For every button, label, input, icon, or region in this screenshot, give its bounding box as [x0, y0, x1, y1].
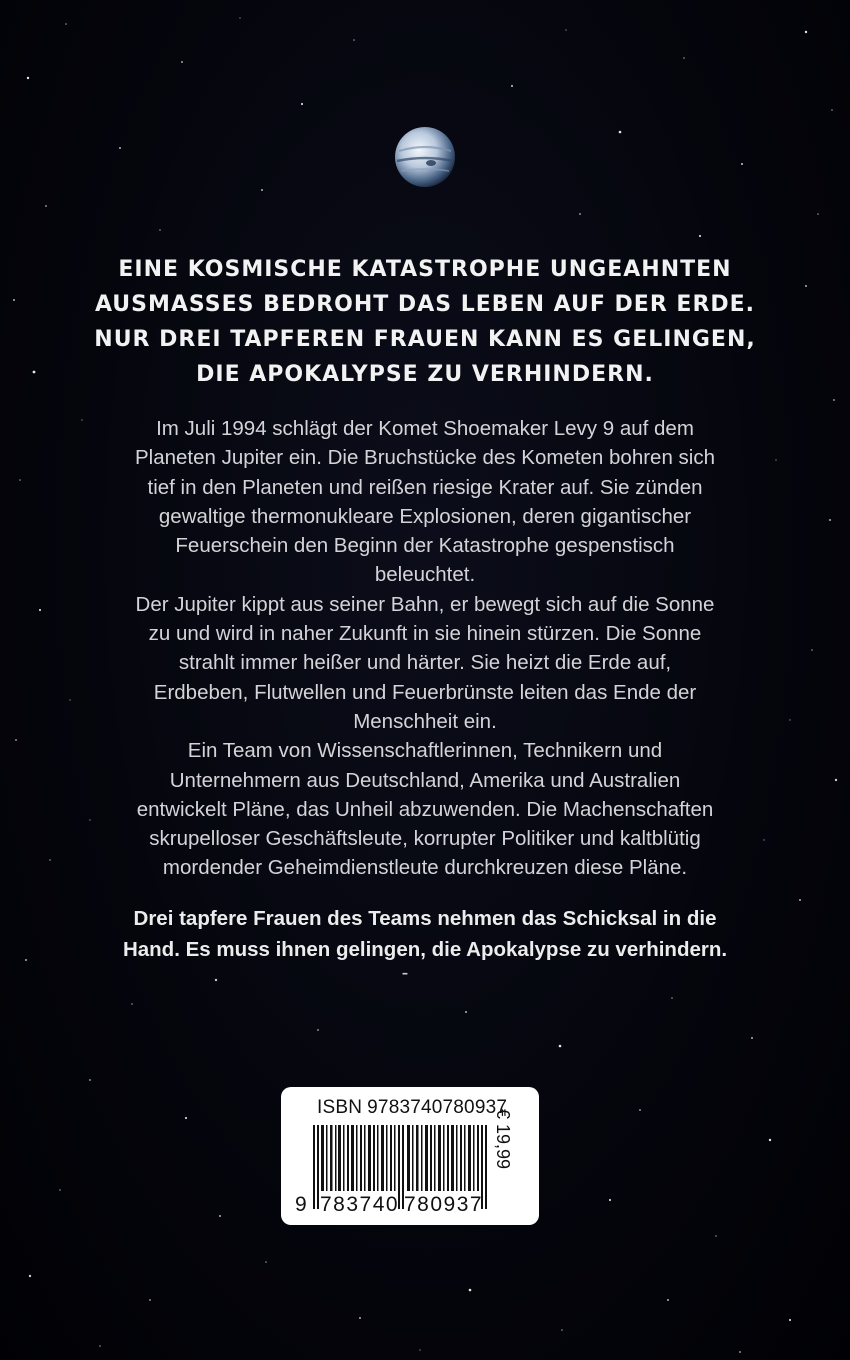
price-label: € 19,99	[493, 1109, 513, 1170]
blurb-line: gewaltige thermonukleare Explosionen, deren gigantischer	[158, 504, 692, 528]
isbn-number: 9783740780937	[367, 1097, 508, 1118]
blurb-line: Im Juli 1994 schlägt der Komet Shoemaker Levy 9 auf dem	[156, 417, 694, 440]
isbn-prefix: ISBN	[317, 1097, 363, 1118]
blurb-line: Ein Team von Wissenschaftlerinnen, Technikern und	[187, 739, 663, 763]
barcode-digit-first: 9	[295, 1193, 307, 1216]
barcode-digits-right: 780937	[404, 1193, 484, 1216]
blurb-line: Der Jupiter kippt aus seiner Bahn, er bewegt sich auf die Sonne	[135, 592, 715, 616]
barcode-digits-left: 783740	[320, 1193, 400, 1216]
blurb-line: Unternehmern aus Deutschland, Amerika und Australien	[169, 768, 681, 792]
blurb-line: skrupelloser Geschäftsleute, korrupter Politiker und kaltblütig	[149, 827, 701, 851]
closing-statement	[75, 903, 775, 965]
headline-line: DIE APOKALYPSE ZU VERHINDERN.	[196, 362, 654, 387]
headline-line: EINE KOSMISCHE KATASTROPHE UNGEAHNTEN	[118, 257, 732, 282]
closing-dash: -	[401, 962, 409, 984]
blurb-line: zu und wird in naher Zukunft in sie hinein stürzen. Die Sonne	[148, 622, 702, 646]
headline-line: NUR DREI TAPFEREN FRAUEN KANN ES GELINGEN,	[94, 327, 756, 352]
blurb-line: Menschheit ein.	[353, 709, 497, 733]
blurb-line: tief in den Planeten und reißen riesige Krater auf. Sie zünden	[147, 475, 703, 499]
headline	[60, 252, 790, 392]
blurb-text	[75, 414, 775, 883]
closing-line: Drei tapfere Frauen des Teams nehmen das Schicksal in die	[133, 907, 717, 930]
blurb-line: Erdbeben, Flutwellen und Feuerbrünste leiten das Ende der	[153, 680, 697, 704]
blurb-line: Feuerschein den Beginn der Katastrophe gespenstisch	[175, 534, 675, 558]
closing-line: Hand. Es muss ihnen gelingen, die Apokalypse zu verhindern.	[122, 938, 728, 961]
isbn-barcode-panel	[281, 1087, 539, 1225]
blurb-line: mordender Geheimdienstleute durchkreuzen diese Pläne.	[162, 856, 688, 880]
headline-line: AUSMASSES BEDROHT DAS LEBEN AUF DER ERDE.	[94, 292, 756, 317]
planet-jupiter-image	[393, 125, 457, 189]
blurb-line: Planeten Jupiter ein. Die Bruchstücke des Kometen bohren sich	[134, 446, 716, 470]
blurb-line: entwickelt Pläne, das Unheil abzuwenden. Die Machenschaften	[136, 797, 714, 821]
blurb-line: beleuchtet.	[374, 563, 476, 587]
blurb-line: strahlt immer heißer und härter. Sie heizt die Erde auf,	[178, 651, 672, 675]
